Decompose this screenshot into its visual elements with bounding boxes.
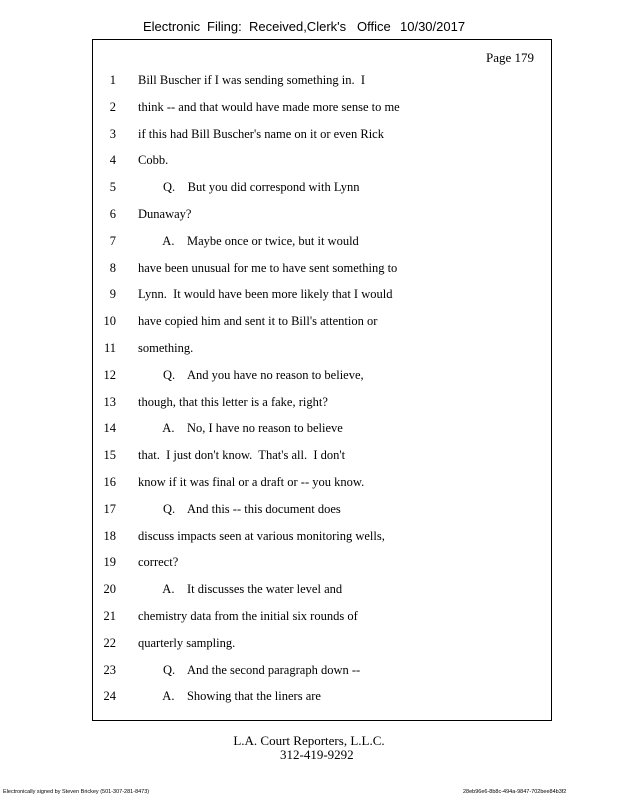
line-text: Cobb. (138, 153, 169, 168)
line-text: Q. And this -- this document does (138, 501, 341, 516)
line-number: 2 (109, 99, 116, 114)
transcript-line (0, 70, 618, 97)
line-number: 13 (103, 394, 116, 409)
line-text: correct? (138, 555, 179, 570)
line-text: A. It discusses the water level and (138, 582, 343, 597)
line-text: A. Showing that the liners are (138, 689, 321, 704)
line-text: Q. But you did correspond with Lynn (138, 180, 360, 195)
line-number: 23 (103, 662, 116, 677)
transcript-line (0, 124, 618, 151)
transcript-line (0, 633, 618, 660)
transcript-line (0, 472, 618, 499)
transcript-line (0, 338, 618, 365)
line-text: though, that this letter is a fake, right? (138, 394, 328, 409)
line-text: think -- and that would have made more sense to me (138, 99, 400, 114)
line-number: 12 (103, 367, 116, 382)
line-number: 24 (103, 689, 116, 704)
line-text: Q. And the second paragraph down -- (138, 662, 361, 677)
transcript-line (0, 258, 618, 285)
line-number: 11 (103, 340, 116, 355)
line-number: 16 (103, 474, 116, 489)
transcript-line (0, 150, 618, 177)
line-number: 5 (109, 180, 116, 195)
header-received-clerks: Received,Clerk's (249, 19, 347, 34)
line-text: something. (138, 340, 194, 355)
transcript-line (0, 526, 618, 553)
line-number: 17 (103, 501, 116, 516)
line-text: Dunaway? (138, 206, 192, 221)
line-text: discuss impacts seen at various monitoring wells, (138, 528, 385, 543)
line-number: 7 (109, 233, 116, 248)
transcript-line (0, 499, 618, 526)
line-number: 21 (103, 608, 116, 623)
line-number: 22 (103, 635, 116, 650)
electronic-signature: Electronically signed by Steven Brickey (501-307-281-8473) (3, 789, 150, 795)
line-text: chemistry data from the initial six rounds of (138, 608, 358, 623)
line-number: 9 (109, 287, 116, 302)
filing-header (0, 19, 618, 39)
line-number: 4 (109, 153, 116, 168)
transcript-body (0, 70, 618, 713)
line-text: Q. And you have no reason to believe, (138, 367, 364, 382)
line-text: that. I just don't know. That's all. I don't (138, 448, 346, 463)
document-hash: 28eb96e6-8b8c-494a-9847-702bee84b3f2 (463, 789, 567, 795)
transcript-line (0, 231, 618, 258)
line-text: A. Maybe once or twice, but it would (138, 233, 359, 248)
line-text: A. No, I have no reason to believe (138, 421, 343, 436)
line-text: if this had Bill Buscher's name on it or even Rick (138, 126, 384, 141)
transcript-line (0, 660, 618, 687)
transcript-line (0, 392, 618, 419)
line-number: 10 (103, 314, 116, 329)
court-reporter-name: L.A. Court Reporters, L.L.C. (233, 733, 385, 748)
transcript-line (0, 311, 618, 338)
page-number: Page 179 (486, 50, 535, 65)
line-text: have been unusual for me to have sent something to (138, 260, 398, 275)
line-text: Bill Buscher if I was sending something in. I (138, 73, 366, 87)
transcript-line (0, 284, 618, 311)
line-number: 8 (109, 260, 116, 275)
transcript-line (0, 177, 618, 204)
line-number: 14 (103, 421, 116, 436)
transcript-line (0, 606, 618, 633)
header-electronic: Electronic (143, 19, 201, 34)
header-office: Office (357, 19, 391, 34)
line-text: have copied him and sent it to Bill's attention or (138, 314, 378, 329)
transcript-line (0, 365, 618, 392)
line-number: 19 (103, 555, 116, 570)
line-number: 3 (109, 126, 116, 141)
header-date: 10/30/2017 (400, 19, 466, 34)
line-number: 20 (103, 582, 116, 597)
transcript-line (0, 579, 618, 606)
transcript-line (0, 97, 618, 124)
transcript-line (0, 418, 618, 445)
transcript-line (0, 445, 618, 472)
line-number: 15 (103, 448, 116, 463)
court-reporter-phone: 312-419-9292 (280, 747, 354, 762)
line-text: quarterly sampling. (138, 635, 236, 650)
line-text: know if it was final or a draft or -- you know. (138, 474, 365, 489)
header-filing: Filing: (207, 19, 242, 34)
line-number: 6 (109, 206, 116, 221)
line-number: 1 (109, 73, 116, 87)
transcript-line (0, 204, 618, 231)
transcript-line (0, 686, 618, 713)
line-text: Lynn. It would have been more likely that I would (138, 287, 393, 302)
line-number: 18 (103, 528, 116, 543)
transcript-line (0, 552, 618, 579)
